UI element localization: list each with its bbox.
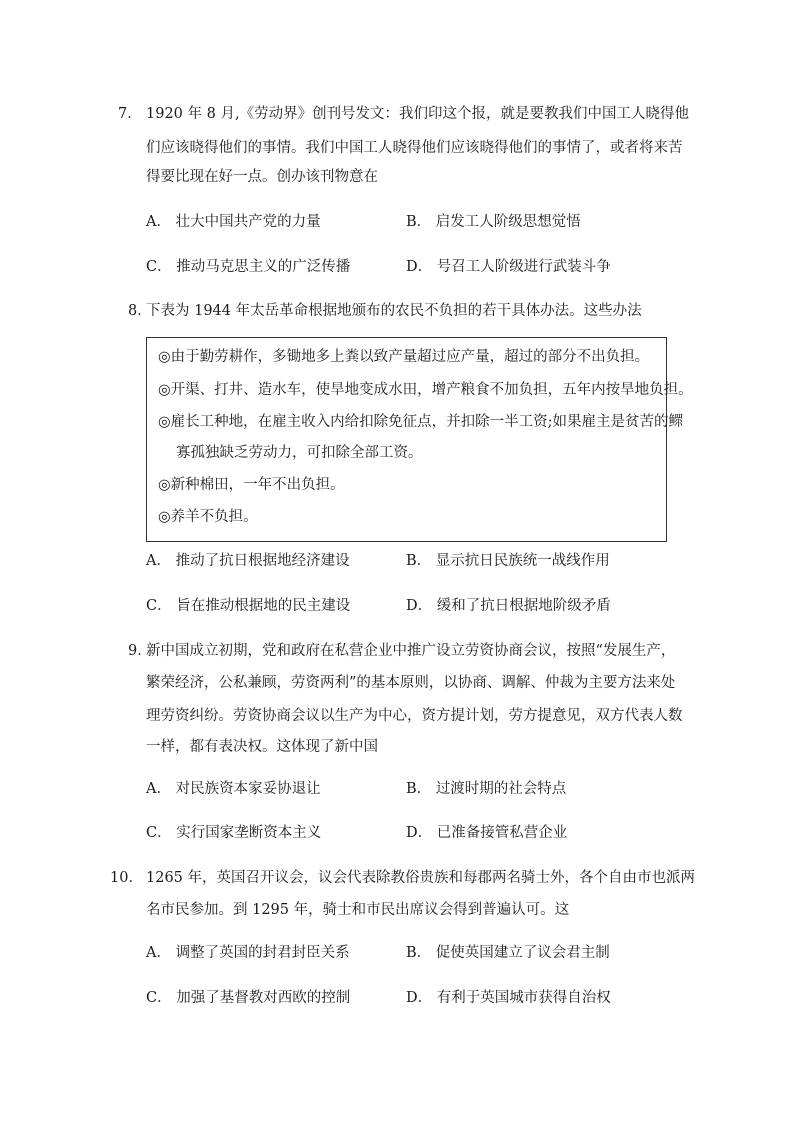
option-d[interactable]: D． 缓和了抗日根据地阶级矛盾 [406, 598, 611, 614]
option-b[interactable]: B． 显示抗日民族统一战线作用 [406, 553, 610, 569]
option-a[interactable]: A． 推动了抗日根据地经济建设 [146, 553, 350, 569]
question-number: 8． [128, 303, 152, 319]
option-a[interactable]: A． 壮大中国共产党的力量 [146, 214, 321, 230]
question-number: 10． [110, 870, 143, 886]
option-d[interactable]: D． 已准备接管私营企业 [406, 825, 568, 841]
option-c[interactable]: C． 推动马克思主义的广泛传播 [146, 259, 351, 275]
question-text-line: 得要比现在好一点。创办该刊物意在 [146, 169, 378, 185]
table-line: ◎开渠、打井、造水车，使旱地变成水田，增产粮食不加负担，五年内按旱地负担。 [158, 382, 693, 398]
question-text-line: 1265 年，英国召开议会，议会代表除教俗贵族和每郡两名骑士外，各个自由市也派两 [146, 870, 696, 886]
question-number: 7． [118, 106, 142, 122]
table-line: ◎雇长工种地，在雇主收入内给扣除免征点，并扣除一半工资;如果雇主是贫苦的鳏 [158, 414, 684, 430]
table-line: ◎新种棉田，一年不出负担。 [158, 477, 345, 493]
option-d[interactable]: D． 有利于英国城市获得自治权 [406, 990, 611, 1006]
table-line: 寡孤独缺乏劳动力，可扣除全部工资。 [176, 445, 423, 461]
question-text-line: 繁荣经济，公私兼顾，劳资两利”的基本原则，以协商、调解、仲裁为主要方法来处 [146, 675, 676, 691]
source-table [146, 337, 693, 542]
question-text-line: 们应该晓得他们的事情。我们中国工人晓得他们应该晓得他们的事情了，或者将来苦 [146, 140, 683, 156]
option-b[interactable]: B． 促使英国建立了议会君主制 [406, 945, 610, 961]
question-text-line: 理劳资纠纷。劳资协商会议以生产为中心，资方提计划，劳方提意见，双方代表人数 [146, 708, 683, 724]
option-a[interactable]: A． 对民族资本家妥协退让 [146, 781, 321, 797]
question-number: 9． [128, 643, 152, 659]
option-b[interactable]: B． 过渡时期的社会特点 [406, 781, 567, 797]
table-line: ◎由于勤劳耕作，多锄地多上粪以致产量超过应产量，超过的部分不出负担。 [158, 349, 650, 365]
option-d[interactable]: D． 号召工人阶级进行武装斗争 [406, 259, 611, 275]
question-text-line: 一样，都有表决权。这体现了新中国 [146, 739, 378, 755]
question-text-line: 1920 年 8 月,《劳动界》创刊号发文：我们印这个报，就是要教我们中国工人晓得他 [146, 106, 690, 122]
option-c[interactable]: C． 加强了基督教对西欧的控制 [146, 990, 351, 1006]
question-text-line: 名市民参加。到 1295 年，骑士和市民出席议会得到普遍认可。这 [146, 902, 570, 918]
option-c[interactable]: C． 旨在推动根据地的民主建设 [146, 598, 351, 614]
question-text-line: 新中国成立初期，党和政府在私营企业中推广设立劳资协商会议，按照“发展生产， [146, 643, 676, 659]
option-c[interactable]: C． 实行国家垄断资本主义 [146, 825, 322, 841]
table-line: ◎养羊不负担。 [158, 509, 258, 525]
option-a[interactable]: A． 调整了英国的封君封臣关系 [146, 945, 350, 961]
question-text-line: 下表为 1944 年太岳革命根据地颁布的农民不负担的若干具体办法。这些办法 [146, 303, 642, 319]
option-b[interactable]: B． 启发工人阶级思想觉悟 [406, 214, 581, 230]
